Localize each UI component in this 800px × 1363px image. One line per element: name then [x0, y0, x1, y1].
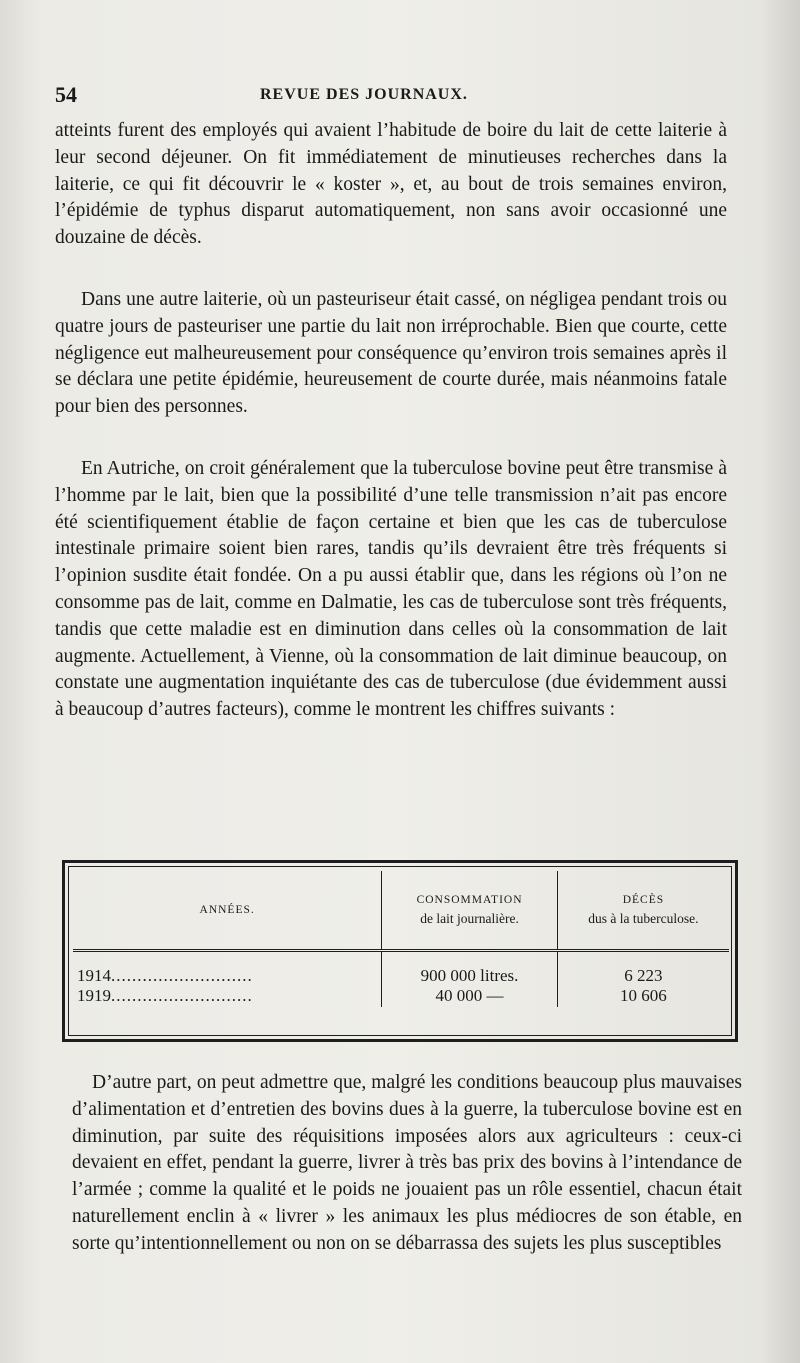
header-years: ANNÉES.	[73, 871, 382, 951]
consumption-value: 40 000 —	[435, 986, 504, 1005]
header-consumption: CONSOMMATION de lait journalière.	[382, 871, 558, 951]
statistics-table-frame	[62, 860, 738, 1042]
page-header	[55, 82, 745, 112]
paragraph-pasteuriser: Dans une autre laiterie, où un pasteuriseur était cassé, on négligea pendant trois ou quatre jours de pasteuriser une partie du lait non irréprochable. Bien que courte, cette négligence eut malheureusement pour conséquence qu’environ trois semaines après il se déclara une petite épidémie, heureusement de courte durée, mais néanmoins fatale pour bien des personnes.	[55, 289, 727, 418]
running-title: REVUE DES JOURNAUX.	[260, 86, 468, 103]
paragraph-typhus-end: atteints furent des employés qui avaient l’habitude de boire du lait de cette laiterie à leur second déjeuner. On fit immédiatement de minutieuses recherches dans la laiterie, ce qui fit découvrir le « koster », et, au bout de trois semaines environ, l’épidémie de typhus disparut automatiquement, non sans avoir occasionné une douzaine de décès.	[55, 120, 727, 249]
consumption-column	[382, 951, 558, 1008]
years-column	[73, 951, 382, 1008]
year-entry: 1919...........................	[77, 986, 253, 1005]
year-entry: 1914...........................	[77, 966, 253, 985]
paragraph-bovine-requisitions: D’autre part, on peut admettre que, malgré les conditions beaucoup plus mauvaises d’alimentation et d’entretien des bovins dues à la guerre, la tuberculose bovine est en diminution, par suite des réquisitions imposées alors aux agriculteurs : ceux-ci devaient en effet, pendant la guerre, livrer à très bas prix des bovins à l’intendance de l’armée ; comme la qualité et le poids ne jouaient pas un rôle essentiel, chacun était naturellement enclin à « livrer » les animaux les plus médiocres de son étable, en sorte qu’intentionnellement ou non on se débarrassa des sujets les plus susceptibles	[72, 1072, 742, 1254]
page-number: 54	[55, 82, 77, 107]
table-header-row	[73, 871, 729, 951]
paragraph-austria-tuberculosis: En Autriche, on croit généralement que la tuberculose bovine peut être transmise à l’homme par le lait, bien que la possibilité d’une telle transmission n’ait pas encore été scientifiquement établie de façon certaine et bien que les cas de tuberculose intestinale primaire soient bien rares, tandis qu’ils devraient être très fréquents si l’opinion susdite était fondée. On a pu aussi établir que, dans les régions où l’on ne consomme pas de lait, comme en Dalmatie, les cas de tuberculose sont très fréquents, tandis que cette maladie est en diminution dans celles où la consommation de lait augmente. Actuellement, à Vienne, où la consommation de lait diminue beaucoup, on constate une augmentation inquiétante des cas de tuberculose (due évidemment aussi à beaucoup d’autres facteurs), comme le montrent les chiffres suivants :	[55, 458, 727, 721]
deaths-value: 10 606	[620, 986, 667, 1005]
table-body-row	[73, 951, 729, 1008]
deaths-column	[557, 951, 729, 1008]
deaths-value: 6 223	[624, 966, 663, 985]
consumption-value: 900 000 litres.	[420, 966, 519, 985]
header-deaths: DÉCÈS dus à la tuberculose.	[557, 871, 729, 951]
vienna-statistics-table	[73, 871, 729, 1007]
